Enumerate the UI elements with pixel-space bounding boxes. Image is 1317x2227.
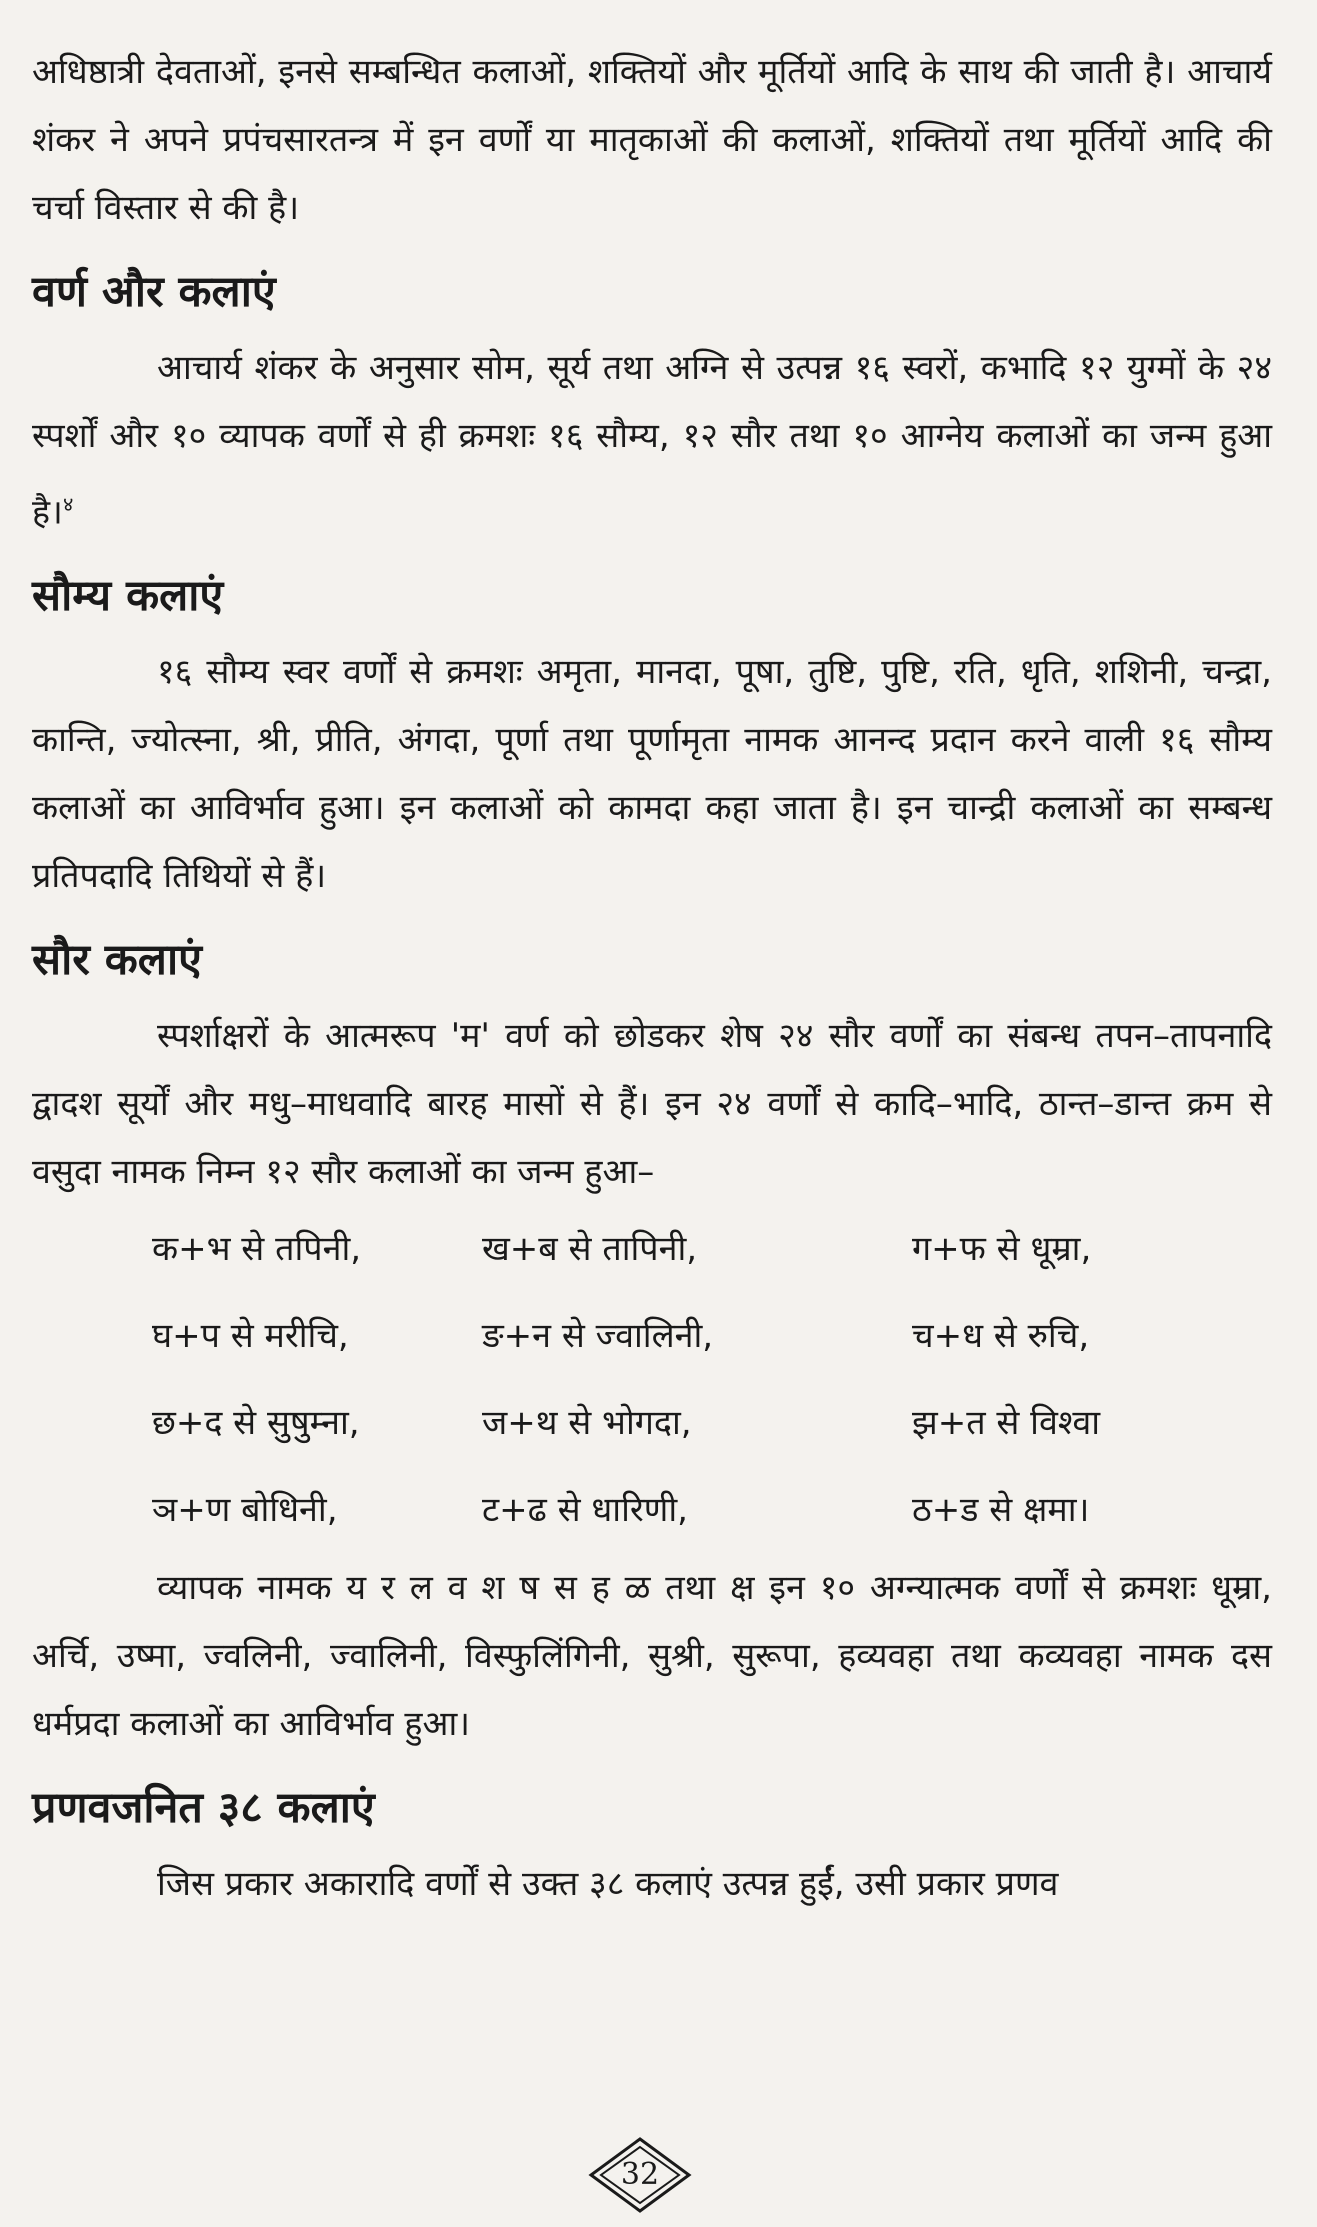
list-item: ञ+ण बोधिनी, <box>152 1490 338 1531</box>
page-number-badge <box>585 2135 695 2215</box>
paragraph-varna-kala-text: आचार्य शंकर के अनुसार सोम, सूर्य तथा अग्नि से उत्पन्न १६ स्वरों, कभादि १२ युग्मों के २४ स्पर्शों और १० व्यापक वर्णों से ही क्रमशः १६ सौम्य, १२ सौर तथा १० आग्नेय कलाओं का जन्म हुआ है। <box>32 348 1272 533</box>
heading-saur-kalayen: सौर कलाएं <box>32 935 202 986</box>
saur-kala-list <box>152 1206 1272 1554</box>
list-item: ट+ढ से धारिणी, <box>482 1490 688 1531</box>
page-number: 32 <box>620 2157 660 2192</box>
list-item: ग+फ से धूम्रा, <box>912 1229 1092 1270</box>
list-item: झ+त से विश्वा <box>912 1403 1101 1444</box>
list-item: ङ+न से ज्वालिनी, <box>482 1316 714 1357</box>
heading-varna-aur-kalayen: वर्ण और कलाएं <box>32 267 276 317</box>
list-item: ज+थ से भोगदा, <box>482 1403 692 1444</box>
list-item: घ+प से मरीचि, <box>152 1316 349 1357</box>
footnote-marker: ४ <box>62 492 74 516</box>
list-item: ठ+ड से क्षमा। <box>912 1490 1090 1531</box>
paragraph-vyapak-varna: व्यापक नामक य र ल व श ष स ह ळ तथा क्ष इन १० अग्न्यात्मक वर्णों से क्रमशः धूम्रा, अर्चि, उष्मा, ज्वलिनी, ज्वालिनी, विस्फुलिंगिनी, सुश्री, सुरूपा, हव्यवहा तथा कव्यवहा नामक दस धर्मप्रदा कलाओं का आविर्भाव हुआ। <box>32 1568 1272 1745</box>
paragraph-intro: अधिष्ठात्री देवताओं, इनसे सम्बन्धित कलाओं, शक्तियों और मूर्तियों आदि के साथ की जाती है। आचार्य शंकर ने अपने प्रपंचसारतन्त्र में इन वर्णों या मातृकाओं की कलाओं, शक्तियों तथा मूर्तियों आदि की चर्चा विस्तार से की है। <box>32 52 1272 228</box>
list-item: क+भ से तपिनी, <box>152 1229 362 1270</box>
list-item: छ+द से सुषुम्ना, <box>152 1403 360 1444</box>
heading-saumya-kalayen: सौम्य कलाएं <box>32 571 224 622</box>
paragraph-pranav: जिस प्रकार अकारादि वर्णों से उक्त ३८ कलाएं उत्पन्न हुईं, उसी प्रकार प्रणव <box>157 1864 1059 1905</box>
list-item: ख+ब से तापिनी, <box>482 1229 698 1270</box>
paragraph-saur-kala: स्पर्शाक्षरों के आत्मरूप 'म' वर्ण को छोडकर शेष २४ सौर वर्णों का संबन्ध तपन–तापनादि द्वादश सूर्यों और मधु–माधवादि बारह मासों से हैं। इन २४ वर्णों से कादि–भादि, ठान्त–डान्त क्रम से वसुदा नामक निम्न १२ सौर कलाओं का जन्म हुआ– <box>32 1016 1272 1193</box>
paragraph-saumya-kala: १६ सौम्य स्वर वर्णों से क्रमशः अमृता, मानदा, पूषा, तुष्टि, पुष्टि, रति, धृति, शशिनी, चन्द्रा, कान्ति, ज्योत्स्ना, श्री, प्रीति, अंगदा, पूर्णा तथा पूर्णामृता नामक आनन्द प्रदान करने वाली १६ सौम्य कलाओं का आविर्भाव हुआ। इन कलाओं को कामदा कहा जाता है। इन चान्द्री कलाओं का सम्बन्ध प्रतिपदादि तिथियों से हैं। <box>32 652 1272 897</box>
list-item: च+ध से रुचि, <box>912 1316 1090 1357</box>
paragraph-varna-kala <box>32 334 1272 546</box>
heading-pranav-kalayen: प्रणवजनित ३८ कलाएं <box>32 1783 375 1834</box>
document-page <box>32 38 1272 1918</box>
